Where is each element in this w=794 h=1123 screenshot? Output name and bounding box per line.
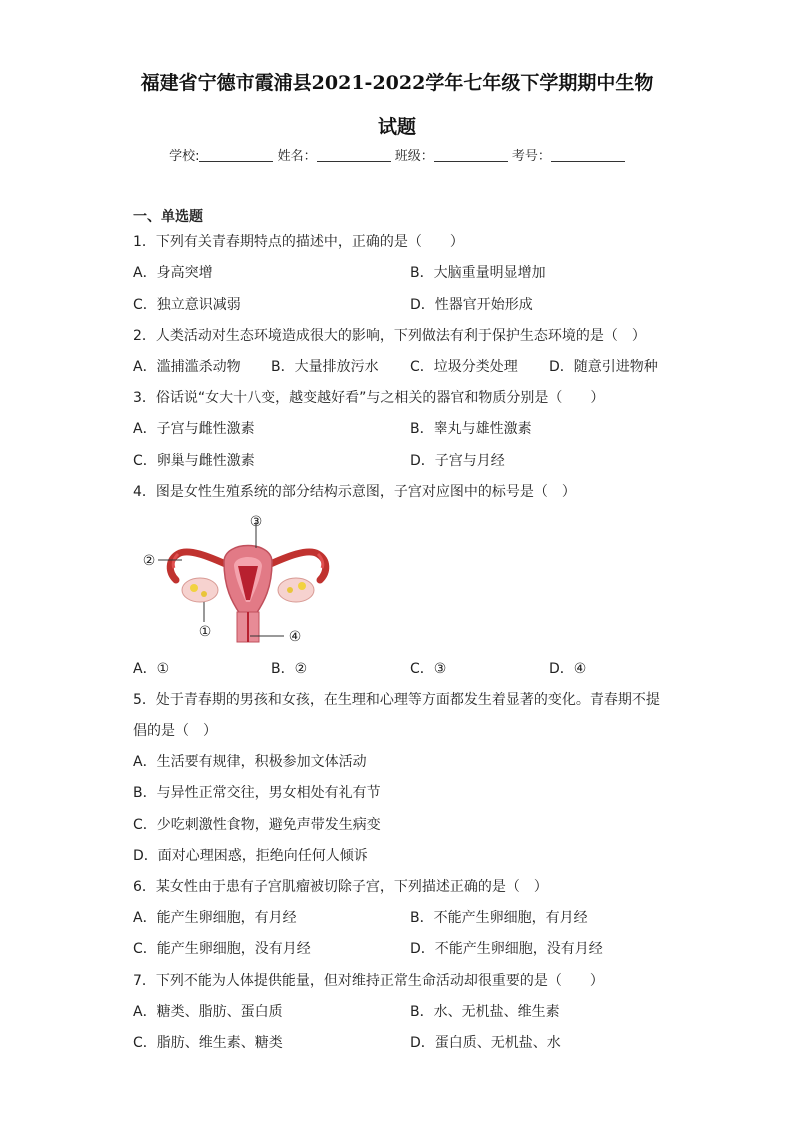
q6-option-b[interactable]: B．不能产生卵细胞，有月经 <box>410 910 588 926</box>
school-label: 学校: <box>169 149 200 164</box>
q3-option-c[interactable]: C．卵巢与雌性激素 <box>133 453 255 469</box>
q1-option-c[interactable]: C．独立意识减弱 <box>133 297 241 313</box>
q1-option-a[interactable]: A．身高突增 <box>133 265 213 281</box>
q7-option-b[interactable]: B．水、无机盐、维生素 <box>410 1004 560 1020</box>
q4-option-a[interactable]: A．① <box>133 661 170 677</box>
q2-option-c[interactable]: C．垃圾分类处理 <box>410 359 518 375</box>
q7-option-c[interactable]: C．脂肪、维生素、糖类 <box>133 1035 283 1051</box>
diagram-label-2: ② <box>142 553 156 569</box>
name-label: 姓名： <box>277 149 317 164</box>
q3-option-d[interactable]: D．子宫与月经 <box>410 453 505 469</box>
q3-option-a[interactable]: A．子宫与雌性激素 <box>133 421 255 437</box>
q1-option-d[interactable]: D．性器官开始形成 <box>410 297 533 313</box>
q2-option-b[interactable]: B．大量排放污水 <box>271 359 379 375</box>
q5-stem-line2: 倡的是（ ） <box>133 723 217 739</box>
q5-option-b[interactable]: B．与异性正常交往，男女相处有礼有节 <box>133 785 381 801</box>
right-ovary <box>278 578 314 602</box>
q7-option-d[interactable]: D．蛋白质、无机盐、水 <box>410 1035 561 1051</box>
page-title-line2: 试题 <box>377 116 416 138</box>
exam-no-label: 考号： <box>511 149 551 164</box>
q6-option-c[interactable]: C．能产生卵细胞，没有月经 <box>133 941 311 957</box>
exam-no-field[interactable] <box>551 149 625 162</box>
q6-option-d[interactable]: D．不能产生卵细胞，没有月经 <box>410 941 603 957</box>
diagram-label-4: ④ <box>288 629 302 645</box>
q1-option-b[interactable]: B．大脑重量明显增加 <box>410 265 546 281</box>
q2-option-a[interactable]: A．滥捕滥杀动物 <box>133 359 241 375</box>
q2-stem: 2．人类活动对生态环境造成很大的影响，下列做法有利于保护生态环境的是（ ） <box>133 328 646 344</box>
q3-stem: 3．俗话说“女大十八变，越变越好看”与之相关的器官和物质分别是（ ） <box>133 390 605 406</box>
diagram-label-3: ③ <box>249 514 263 530</box>
q2-option-d[interactable]: D．随意引进物种 <box>549 359 658 375</box>
class-field[interactable] <box>434 149 508 162</box>
q6-stem: 6．某女性由于患有子宫肌瘤被切除子宫，下列描述正确的是（ ） <box>133 879 548 895</box>
q7-option-a[interactable]: A．糖类、脂肪、蛋白质 <box>133 1004 283 1020</box>
q4-option-b[interactable]: B．② <box>271 661 308 677</box>
q6-option-a[interactable]: A．能产生卵细胞，有月经 <box>133 910 297 926</box>
q4-option-c[interactable]: C．③ <box>410 661 447 677</box>
school-field[interactable] <box>199 149 273 162</box>
q5-option-a[interactable]: A．生活要有规律，积极参加文体活动 <box>133 754 367 770</box>
page-title-line1: 福建省宁德市霞浦县2021-2022学年七年级下学期期中生物 <box>140 72 654 94</box>
q5-stem-line1: 5．处于青春期的男孩和女孩，在生理和心理等方面都发生着显著的变化。青春期不提 <box>133 692 660 708</box>
q1-stem: 1．下列有关青春期特点的描述中，正确的是（ ） <box>133 234 464 250</box>
q5-option-c[interactable]: C．少吃刺激性食物，避免声带发生病变 <box>133 817 381 833</box>
name-field[interactable] <box>317 149 391 162</box>
q4-option-d[interactable]: D．④ <box>549 661 587 677</box>
student-info <box>0 145 794 164</box>
section-heading: 一、单选题 <box>133 209 203 225</box>
left-ovary <box>182 578 218 602</box>
q3-option-b[interactable]: B．睾丸与雄性激素 <box>410 421 532 437</box>
uterus-diagram <box>138 510 338 650</box>
diagram-label-1: ① <box>198 624 212 640</box>
q5-option-d[interactable]: D．面对心理困惑，拒绝向任何人倾诉 <box>133 848 368 864</box>
q4-stem: 4．图是女性生殖系统的部分结构示意图，子宫对应图中的标号是（ ） <box>133 484 576 500</box>
class-label: 班级： <box>394 149 434 164</box>
q7-stem: 7．下列不能为人体提供能量，但对维持正常生命活动却很重要的是（ ） <box>133 973 604 989</box>
